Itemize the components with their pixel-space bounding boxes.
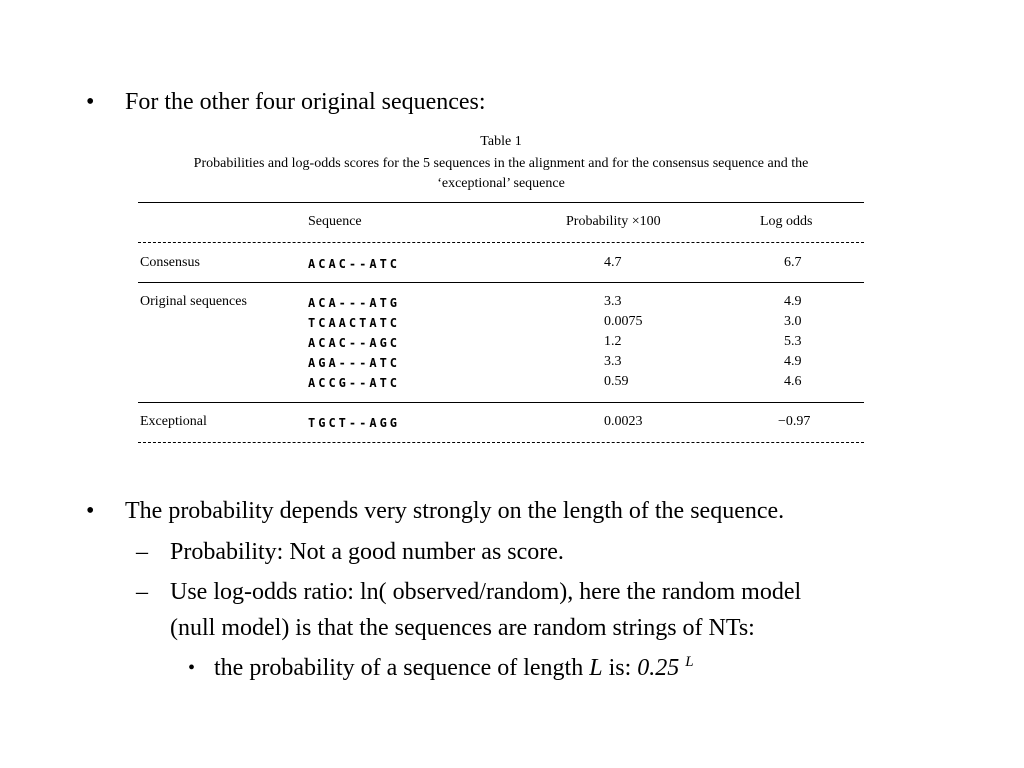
table-rule-original bbox=[138, 402, 864, 403]
table-caption-line1: Probabilities and log-odds scores for the 5 sequences in the alignment and for the consensus sequence and the bbox=[193, 156, 809, 171]
row-logodds: 4.9 bbox=[784, 294, 802, 309]
row-logodds: 6.7 bbox=[784, 255, 802, 270]
row-probability: 0.0075 bbox=[604, 314, 643, 329]
length-variable: L bbox=[589, 655, 603, 681]
bullet-marker: • bbox=[188, 657, 196, 679]
dash-marker: – bbox=[136, 579, 148, 605]
header-probability: Probability ×100 bbox=[566, 214, 661, 229]
row-probability: 3.3 bbox=[604, 294, 622, 309]
dash-marker: – bbox=[136, 539, 148, 565]
row-sequence: AGA---ATC bbox=[308, 356, 401, 370]
header-sequence: Sequence bbox=[308, 214, 362, 229]
table-rule-bottom bbox=[138, 442, 864, 443]
row-probability: 0.59 bbox=[604, 374, 629, 389]
sub-bullet-text: Probability: Not a good number as score. bbox=[170, 539, 564, 565]
bullet-marker: • bbox=[86, 498, 95, 524]
table-rule-consensus bbox=[138, 282, 864, 283]
row-sequence: TGCT--AGG bbox=[308, 416, 401, 430]
sub-bullet-text: Use log-odds ratio: ln( observed/random), here the random model bbox=[170, 579, 802, 605]
row-sequence: ACAC--ATC bbox=[308, 257, 401, 271]
table-rule-top bbox=[138, 202, 864, 203]
row-probability: 3.3 bbox=[604, 354, 622, 369]
header-logodds: Log odds bbox=[760, 214, 813, 229]
row-logodds: 4.6 bbox=[784, 374, 802, 389]
row-logodds: −0.97 bbox=[778, 414, 811, 429]
formula-base: 0.25 bbox=[637, 655, 680, 681]
bullet-text: The probability depends very strongly on the length of the sequence. bbox=[125, 498, 785, 524]
row-sequence: ACCG--ATC bbox=[308, 376, 401, 390]
bullet-text: For the other four original sequences: bbox=[125, 89, 486, 115]
row-logodds: 3.0 bbox=[784, 314, 802, 329]
row-sequence: ACA---ATG bbox=[308, 296, 401, 310]
text-prefix: the probability of a sequence of length bbox=[214, 655, 584, 681]
row-group-label: Original sequences bbox=[140, 294, 247, 309]
table-rule-header bbox=[138, 242, 864, 243]
row-group-label: Exceptional bbox=[140, 414, 207, 429]
formula-exponent: L bbox=[685, 654, 694, 670]
sub-bullet-continuation: (null model) is that the sequences are random strings of NTs: bbox=[170, 615, 755, 641]
row-probability: 1.2 bbox=[604, 334, 622, 349]
table-title: Table 1 bbox=[480, 134, 522, 149]
row-logodds: 4.9 bbox=[784, 354, 802, 369]
sub-sub-bullet-text bbox=[214, 653, 694, 683]
row-sequence: ACAC--AGC bbox=[308, 336, 401, 350]
row-probability: 4.7 bbox=[604, 255, 622, 270]
probability-table bbox=[138, 134, 864, 450]
bullet-marker: • bbox=[86, 89, 95, 115]
row-probability: 0.0023 bbox=[604, 414, 643, 429]
row-logodds: 5.3 bbox=[784, 334, 802, 349]
row-sequence: TCAACTATC bbox=[308, 316, 401, 330]
text-mid: is: bbox=[608, 655, 632, 681]
table-caption-line2: ‘exceptional’ sequence bbox=[437, 176, 565, 191]
row-group-label: Consensus bbox=[140, 255, 200, 270]
